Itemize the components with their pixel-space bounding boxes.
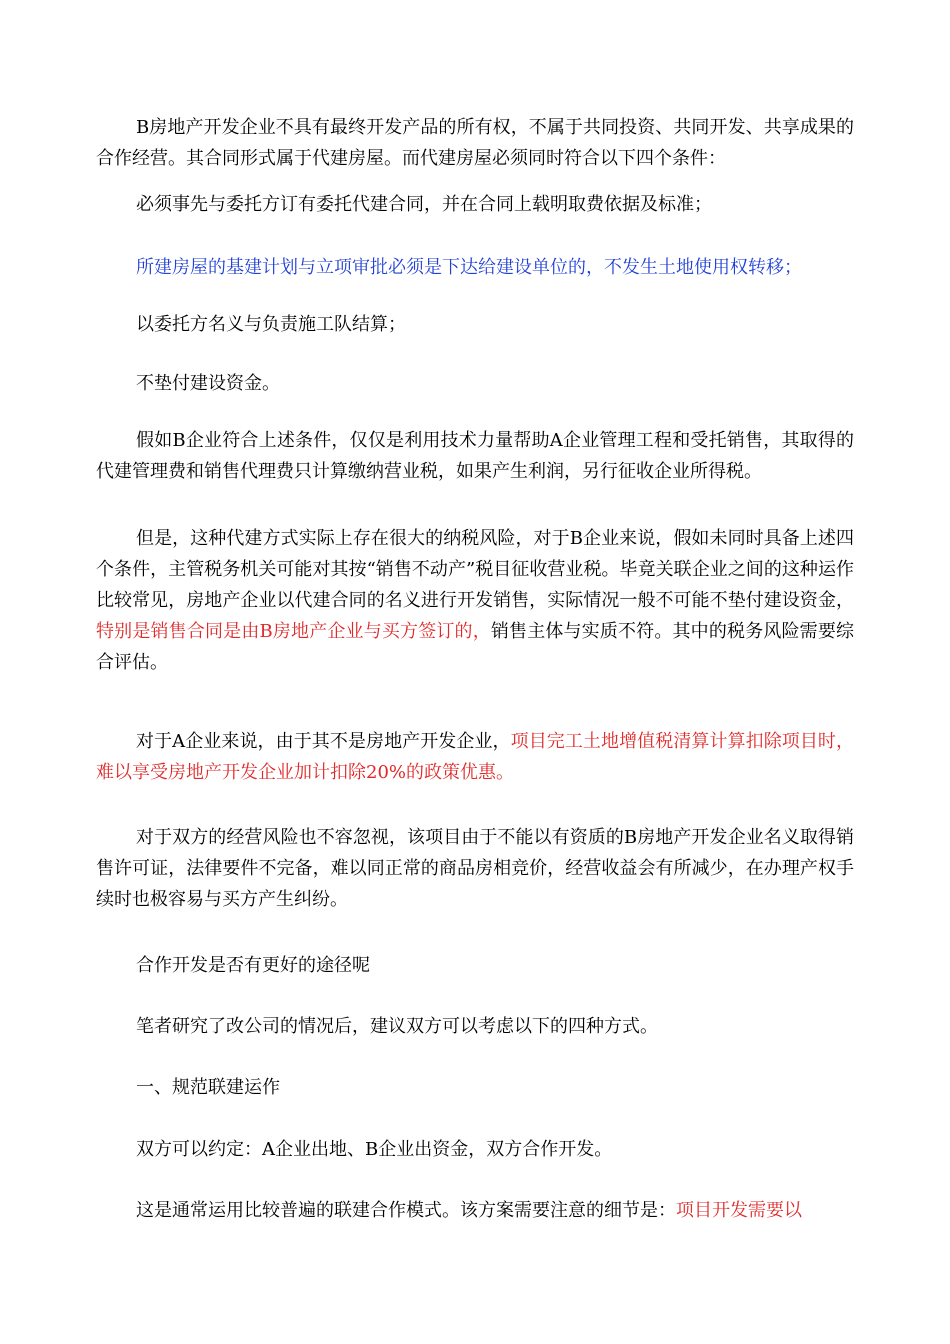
paragraph-suggestion	[96, 1011, 854, 1042]
paragraph-text: 对于A企业来说，由于其不是房地产开发企业，	[136, 731, 511, 752]
paragraph-text: 双方可以约定：A企业出地、B企业出资金，双方合作开发。	[136, 1139, 613, 1160]
highlighted-text: 特别是销售合同是由B房地产企业与买方签订的，	[96, 621, 491, 642]
paragraph-text: 以委托方名义与负责施工队结算；	[136, 314, 406, 335]
paragraph-condition-1	[96, 189, 854, 220]
paragraph-condition-3	[96, 309, 854, 340]
paragraph-text: 必须事先与委托方订有委托代建合同，并在合同上载明取费依据及标准；	[136, 194, 712, 215]
paragraph-text: 合作开发是否有更好的途径呢	[136, 955, 370, 976]
paragraph-tax-risk	[96, 523, 854, 678]
paragraph-agreement	[96, 1134, 854, 1165]
paragraph-condition-4	[96, 368, 854, 399]
paragraph-text: 所建房屋的基建计划与立项审批必须是下达给建设单位的，不发生土地使用权转移；	[136, 257, 802, 278]
paragraph-text: 这是通常运用比较普遍的联建合作模式。该方案需要注意的细节是：	[136, 1200, 676, 1221]
paragraph-condition-2	[96, 252, 854, 283]
paragraph-text: 笔者研究了改公司的情况后，建议双方可以考虑以下的四种方式。	[136, 1016, 658, 1037]
paragraph-agency-construction	[96, 112, 854, 174]
paragraph-if-conditions-met	[96, 425, 854, 487]
paragraph-text: 不垫付建设资金。	[136, 373, 280, 394]
paragraph-text: 销售主体与实质不符。其中的税务风险需要综合评估。	[96, 621, 854, 673]
paragraph-question	[96, 950, 854, 981]
paragraph-operating-risk	[96, 822, 854, 915]
heading-text: 一、规范联建运作	[136, 1077, 280, 1098]
paragraph-joint-model	[96, 1195, 854, 1226]
paragraph-text: 但是，这种代建方式实际上存在很大的纳税风险，对于B企业来说，假如未同时具备上述四个条件，主管税务机关可能对其按“销售不动产”税目征收营业税。毕竟关联企业之间的这种运作比较常见，房地产企业以代建合同的名义进行开发销售，实际情况一般不可能不垫付建设资金，	[96, 528, 854, 611]
paragraph-text: 假如B企业符合上述条件，仅仅是利用技术力量帮助A企业管理工程和受托销售，其取得的代建管理费和销售代理费只计算缴纳营业税，如果产生利润，另行征收企业所得税。	[96, 430, 854, 482]
highlighted-text: 项目开发需要以	[676, 1200, 802, 1221]
section-heading-1	[96, 1072, 854, 1103]
paragraph-text: B房地产开发企业不具有最终开发产品的所有权，不属于共同投资、共同开发、共享成果的合作经营。其合同形式属于代建房屋。而代建房屋必须同时符合以下四个条件：	[96, 117, 854, 169]
paragraph-enterprise-a	[96, 726, 854, 788]
highlighted-text: 项目完工土地增值税清算计算扣除项目时，难以享受房地产开发企业加计扣除20%的政策优惠。	[96, 731, 855, 783]
paragraph-text: 对于双方的经营风险也不容忽视，该项目由于不能以有资质的B房地产开发企业名义取得销售许可证，法律要件不完备，难以同正常的商品房相竞价，经营收益会有所减少，在办理产权手续时也极容易与买方产生纠纷。	[96, 827, 854, 910]
